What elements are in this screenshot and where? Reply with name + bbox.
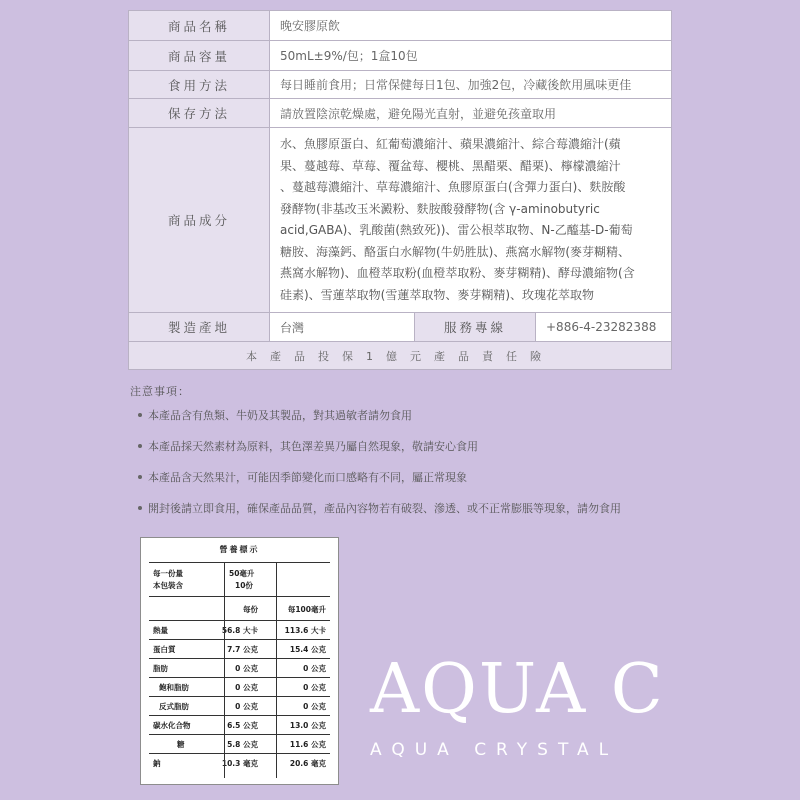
ingredients-line: 果、蔓越莓、草莓、覆盆莓、櫻桃、黑醋栗、醋栗)、檸檬濃縮汁 — [280, 158, 621, 173]
nutrient-per-serving: 6.5 公克 — [227, 721, 258, 730]
nutrient-per-serving: 7.7 公克 — [227, 645, 258, 654]
nutrient-name: 碳水化合物 — [153, 721, 191, 730]
note-item — [130, 440, 690, 471]
note-item — [130, 471, 690, 502]
nutrient-per-100: 0 公克 — [303, 702, 326, 711]
ingredients-value — [270, 128, 672, 313]
divider — [149, 620, 330, 621]
nutrient-name: 熱量 — [153, 626, 168, 635]
notes-section — [130, 383, 690, 533]
nutrient-name: 脂肪 — [153, 664, 168, 673]
nutrient-row — [149, 720, 330, 732]
divider — [149, 715, 330, 716]
service-label: 服務專線 — [415, 313, 536, 342]
ingredients-label: 商品成分 — [129, 128, 270, 313]
servings-value: 10份 — [235, 581, 253, 590]
warranty-text: 本產品投保1億元產品責任險 — [129, 342, 672, 370]
note-text: 本產品含有魚類、牛奶及其製品，對其過敏者請勿食用 — [148, 409, 412, 422]
column-header-row — [149, 604, 330, 616]
col-per-100: 每100毫升 — [287, 605, 326, 614]
service-value: +886-4-23282388 — [536, 313, 672, 342]
nutrient-per-100: 11.6 公克 — [289, 740, 326, 749]
nutrient-row — [149, 625, 330, 637]
bullet-icon — [138, 475, 142, 479]
nutrient-per-100: 113.6 大卡 — [284, 626, 326, 635]
nutrient-per-100: 13.0 公克 — [289, 721, 326, 730]
nutrient-per-serving: 0 公克 — [235, 702, 258, 711]
origin-label: 製造產地 — [129, 313, 270, 342]
col-per-serving: 每份 — [243, 605, 258, 614]
brand-tagline: AQUA CRYSTAL — [370, 740, 619, 760]
nutrient-row — [149, 739, 330, 751]
nutrient-row — [149, 644, 330, 656]
divider — [149, 562, 330, 563]
note-text: 開封後請立即食用，確保產品品質，產品內容物若有破裂、滲透、或不正常膨脹等現象，請勿食用 — [148, 502, 621, 515]
nutrient-name: 鈉 — [153, 759, 161, 768]
servings-row — [149, 580, 330, 592]
nutrient-row — [149, 682, 330, 694]
nutrient-per-100: 20.6 毫克 — [289, 759, 326, 768]
ingredients-line: 硅素)、雪蓮萃取物(雪蓮萃取物、麥芽糊精)、玫瑰花萃取物 — [280, 287, 595, 302]
note-item — [130, 409, 690, 440]
capacity-value: 50mL±9%/包；1盒10包 — [270, 41, 672, 71]
divider — [149, 677, 330, 678]
ingredients-line: 水、魚膠原蛋白、紅葡萄濃縮汁、蘋果濃縮汁、綜合莓濃縮汁(蘋 — [280, 137, 621, 151]
serving-size-value: 50毫升 — [229, 569, 255, 578]
divider — [149, 639, 330, 640]
storage-label: 保存方法 — [129, 99, 270, 128]
nutrient-per-serving: 0 公克 — [235, 664, 258, 673]
note-item — [130, 502, 690, 533]
nutrient-per-serving: 10.3 毫克 — [221, 759, 258, 768]
divider — [149, 658, 330, 659]
note-text: 本產品含天然果汁，可能因季節變化而口感略有不同，屬正常現象 — [148, 471, 467, 484]
nutrient-row — [149, 758, 330, 770]
nutrition-label — [140, 537, 339, 785]
nutrition-title: 營養標示 — [219, 545, 260, 554]
servings-label: 本包裝含 — [153, 581, 183, 590]
nutrient-per-serving: 0 公克 — [235, 683, 258, 692]
serving-size-label: 每一份量 — [153, 569, 183, 578]
ingredients-line: 燕窩水解物)、血橙萃取粉(血橙萃取粉、麥芽糊精)、酵母濃縮物(含 — [280, 266, 635, 280]
nutrient-name: 糖 — [177, 740, 185, 749]
divider — [149, 734, 330, 735]
serving-size-row — [149, 568, 330, 580]
ingredients-line: 發酵物(非基改玉米澱粉、麩胺酸發酵物(含 γ-aminobutyric — [280, 201, 600, 216]
nutrient-per-100: 15.4 公克 — [289, 645, 326, 654]
nutrient-name: 反式脂肪 — [159, 702, 189, 711]
capacity-label: 商品容量 — [129, 41, 270, 71]
ingredients-line: 、蔓越莓濃縮汁、草莓濃縮汁、魚膠原蛋白(含彈力蛋白)、麩胺酸 — [280, 180, 626, 194]
column-divider — [276, 562, 277, 778]
divider — [149, 596, 330, 597]
brand-logo — [370, 650, 700, 760]
nutrient-per-serving: 56.8 大卡 — [221, 626, 258, 635]
divider — [149, 696, 330, 697]
ingredients-line: 糖胺、海藻鈣、酪蛋白水解物(牛奶胜肽)、燕窩水解物(麥芽糊精、 — [280, 244, 631, 259]
ingredients-line: acid,GABA)、乳酸菌(熱致死))、雷公根萃取物、N-乙醯基-D-葡萄 — [280, 223, 633, 237]
storage-value: 請放置陰涼乾燥處，避免陽光直射，並避免孩童取用 — [270, 99, 672, 128]
nutrient-row — [149, 663, 330, 675]
usage-value: 每日睡前食用；日常保健每日1包、加強2包，冷藏後飲用風味更佳 — [270, 71, 672, 99]
note-text: 本產品採天然素材為原料，其色澤差異乃屬自然現象，敬請安心食用 — [148, 440, 478, 453]
name-value: 晚安膠原飲 — [270, 11, 672, 41]
notes-title: 注意事項： — [130, 385, 190, 398]
bullet-icon — [138, 413, 142, 417]
usage-label: 食用方法 — [129, 71, 270, 99]
nutrient-name: 蛋白質 — [153, 645, 176, 654]
bullet-icon — [138, 506, 142, 510]
brand-name: AQUA C — [370, 650, 665, 729]
product-spec-table — [128, 10, 672, 370]
nutrient-row — [149, 701, 330, 713]
origin-value: 台灣 — [270, 313, 415, 342]
divider — [149, 753, 330, 754]
name-label: 商品名稱 — [129, 11, 270, 41]
column-divider — [224, 562, 225, 778]
nutrient-name: 飽和脂肪 — [159, 683, 189, 692]
nutrient-per-100: 0 公克 — [303, 664, 326, 673]
nutrient-per-100: 0 公克 — [303, 683, 326, 692]
bullet-icon — [138, 444, 142, 448]
nutrient-per-serving: 5.8 公克 — [227, 740, 258, 749]
